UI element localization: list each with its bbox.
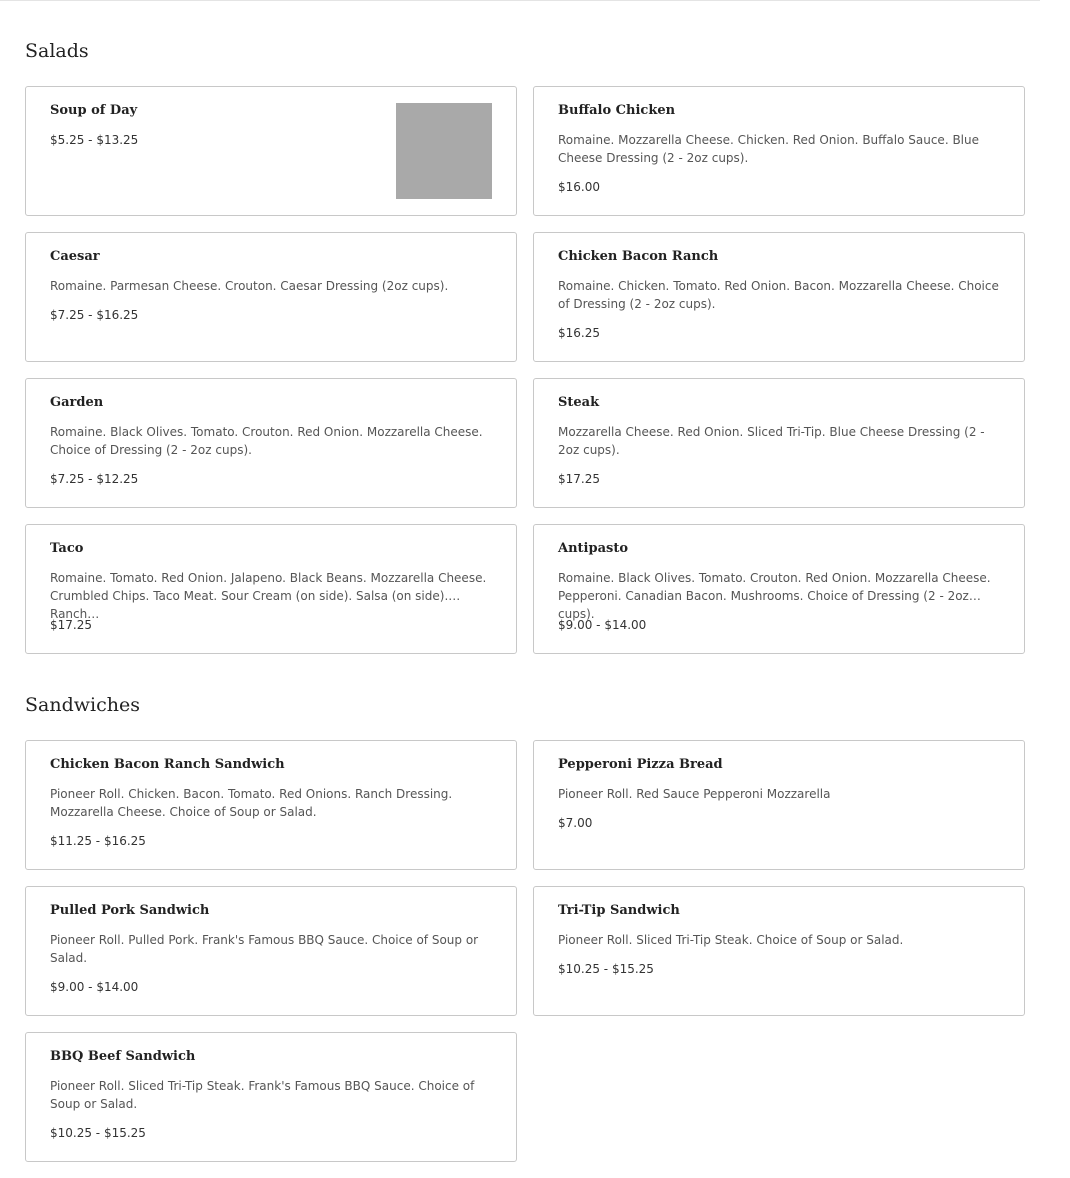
menu-item-card[interactable] [25, 232, 517, 362]
item-description: Pioneer Roll. Red Sauce Pepperoni Mozzarella [558, 787, 831, 801]
menu-item-card[interactable] [533, 886, 1025, 1016]
item-description: Pioneer Roll. Sliced Tri-Tip Steak. Choice of Soup or Salad. [558, 933, 904, 947]
menu-item-card[interactable] [533, 524, 1025, 654]
item-name: Antipasto [558, 541, 628, 556]
menu-item-card[interactable] [533, 232, 1025, 362]
item-description: Romaine. Black Olives. Tomato. Crouton. Red Onion. Mozzarella Cheese. Pepperoni. Canadian Bacon. Mushrooms. Choice of Dressing (2 - 2oz cups). [558, 571, 991, 621]
item-name: Pulled Pork Sandwich [50, 903, 210, 918]
item-name: Caesar [50, 249, 100, 264]
menu-grid [25, 86, 1025, 654]
section-salads [25, 38, 1025, 654]
item-name: Soup of Day [50, 103, 138, 118]
item-name: Taco [50, 541, 84, 556]
item-description: Pioneer Roll. Sliced Tri-Tip Steak. Frank's Famous BBQ Sauce. Choice of Soup or Salad. [50, 1079, 475, 1111]
item-price: $17.25 [558, 472, 600, 486]
item-price: $17.25 [50, 618, 92, 632]
item-name: BBQ Beef Sandwich [50, 1049, 196, 1064]
menu-item-card[interactable] [533, 378, 1025, 508]
menu-grid [25, 740, 1025, 1162]
top-divider [0, 0, 1040, 3]
menu-item-card[interactable] [25, 378, 517, 508]
item-name: Chicken Bacon Ranch [558, 249, 719, 264]
item-description: Romaine. Parmesan Cheese. Crouton. Caesar Dressing (2oz cups). [50, 279, 449, 293]
section-title: Salads [25, 40, 89, 62]
item-description: Pioneer Roll. Pulled Pork. Frank's Famous BBQ Sauce. Choice of Soup or Salad. [50, 933, 479, 965]
item-description: Pioneer Roll. Chicken. Bacon. Tomato. Red Onions. Ranch Dressing. Mozzarella Cheese. Choice of Soup or Salad. [50, 787, 453, 819]
item-image-placeholder [396, 103, 492, 199]
menu-item-card[interactable] [25, 1032, 517, 1162]
item-price: $9.00 - $14.00 [50, 980, 139, 994]
item-price: $16.00 [558, 180, 600, 194]
menu-item-card[interactable] [25, 740, 517, 870]
item-description: Romaine. Black Olives. Tomato. Crouton. Red Onion. Mozzarella Cheese. Choice of Dressing (2 - 2oz cups). [50, 425, 483, 457]
item-description: Mozzarella Cheese. Red Onion. Sliced Tri-Tip. Blue Cheese Dressing (2 - 2oz cups). [558, 425, 985, 457]
item-name: Tri-Tip Sandwich [558, 903, 680, 918]
item-name: Pepperoni Pizza Bread [558, 757, 723, 772]
item-description: Romaine. Mozzarella Cheese. Chicken. Red Onion. Buffalo Sauce. Blue Cheese Dressing (2 - 2oz cups). [558, 133, 980, 165]
item-price: $9.00 - $14.00 [558, 618, 647, 632]
menu-item-card[interactable] [25, 886, 517, 1016]
item-price: $16.25 [558, 326, 600, 340]
item-name: Buffalo Chicken [558, 103, 676, 118]
item-price: $11.25 - $16.25 [50, 834, 146, 848]
item-name: Steak [558, 395, 600, 410]
menu-item-card[interactable] [533, 740, 1025, 870]
menu-item-card[interactable] [25, 86, 517, 216]
item-price: $7.25 - $12.25 [50, 472, 139, 486]
item-price: $7.25 - $16.25 [50, 308, 139, 322]
item-price: $10.25 - $15.25 [558, 962, 654, 976]
section-title: Sandwiches [25, 694, 140, 716]
menu-item-card[interactable] [533, 86, 1025, 216]
menu-item-card[interactable] [25, 524, 517, 654]
item-name: Garden [50, 395, 104, 410]
item-price: $7.00 [558, 816, 593, 830]
section-sandwiches [25, 692, 1025, 1162]
item-price: $10.25 - $15.25 [50, 1126, 146, 1140]
item-description: Romaine. Tomato. Red Onion. Jalapeno. Black Beans. Mozzarella Cheese. Crumbled Chips. Taco Meat. Sour Cream (on side). Salsa (on side). Ranch… [50, 571, 487, 621]
item-price: $5.25 - $13.25 [50, 133, 139, 147]
item-name: Chicken Bacon Ranch Sandwich [50, 757, 285, 772]
item-description: Romaine. Chicken. Tomato. Red Onion. Bacon. Mozzarella Cheese. Choice of Dressing (2 - 2oz cups). [558, 279, 999, 311]
